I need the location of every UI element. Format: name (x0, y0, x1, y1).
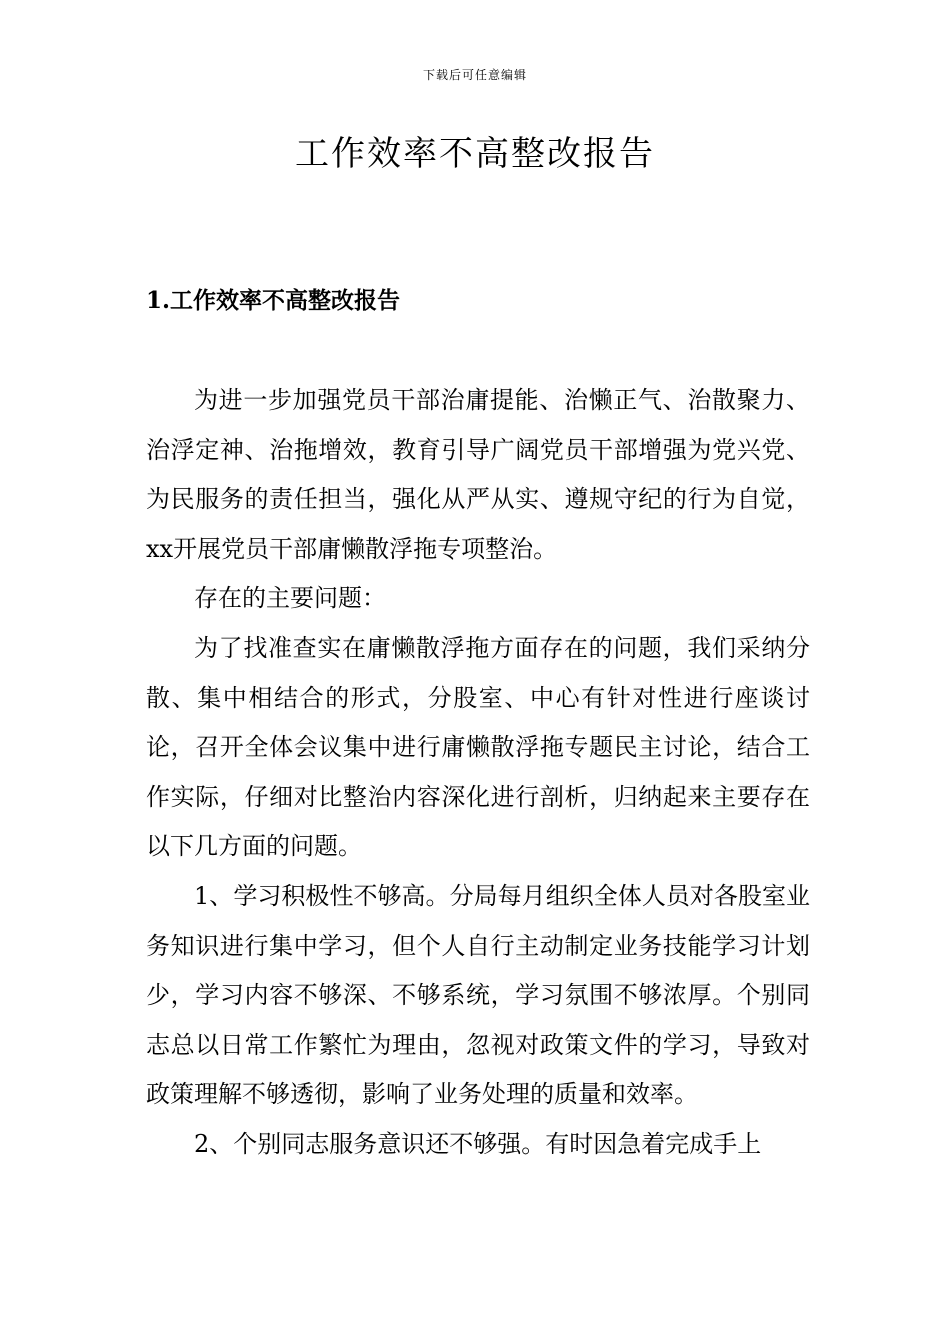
paragraph: 1、学习积极性不够高。分局每月组织全体人员对各股室业务知识进行集中学习，但个人自行主动制定业务技能学习计划少，学习内容不够深、不够系统，学习氛围不够浓厚。个别同志总以日常工作繁忙为理由，忽视对政策文件的学习，导致对政策理解不够透彻，影响了业务处理的质量和效率。 (146, 881, 810, 1109)
document-body (146, 376, 810, 1170)
paragraph: 存在的主要问题： (194, 584, 386, 613)
document-title: 工作效率不高整改报告 (295, 134, 655, 174)
header-note: 下载后可任意编辑 (422, 68, 527, 82)
section-heading: 1.工作效率不高整改报告 (146, 287, 401, 314)
paragraph: 为了找准查实在庸懒散浮拖方面存在的问题，我们采纳分散、集中相结合的形式，分股室、中心有针对性进行座谈讨论，召开全体会议集中进行庸懒散浮拖专题民主讨论，结合工作实际，仔细对比整治内容深化进行剖析，归纳起来主要存在以下几方面的问题。 (146, 633, 810, 861)
paragraph: 2、个别同志服务意识还不够强。有时因急着完成手上 (194, 1129, 762, 1158)
paragraph: 为进一步加强党员干部治庸提能、治懒正气、治散聚力、治浮定神、治拖增效，教育引导广阔党员干部增强为党兴党、为民服务的责任担当，强化从严从实、遵规守纪的行为自觉，xx开展党员干部庸懒散浮拖专项整治。 (146, 386, 810, 563)
